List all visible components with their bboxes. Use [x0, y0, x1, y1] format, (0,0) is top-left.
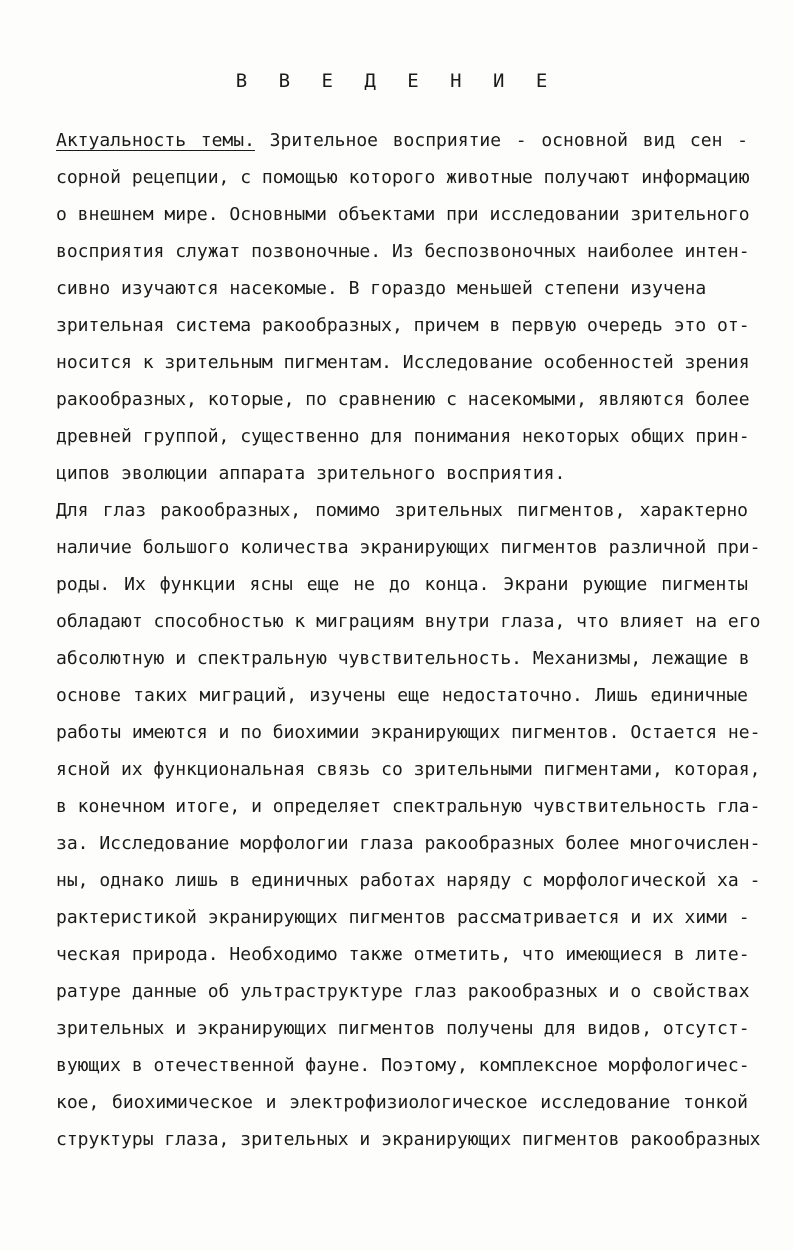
text-line: ципов эволюции аппарата зрительного восприятия.	[56, 463, 566, 484]
text-line: носится к зрительным пигментам. Исследование особенностей зрения	[56, 352, 750, 373]
text-line: основе таких миграций, изучены еще недостаточно. Лишь единичные	[56, 685, 748, 706]
text-line: вующих в отечественной фауне. Поэтому, комплексное морфологичес-	[56, 1055, 750, 1076]
text-line: о внешнем мире. Основными объектами при исследовании зрительного	[56, 204, 750, 225]
text-line: сорной рецепции, с помощью которого животные получают информацию	[56, 167, 750, 188]
text-line: абсолютную и спектральную чувствительность. Механизмы, лежащие в	[56, 648, 750, 669]
paragraph-1-line-1	[56, 126, 748, 156]
section-run-in-title: Актуальность темы.	[56, 130, 255, 151]
text-line: кое, биохимическое и электрофизиологическое исследование тонкой	[56, 1092, 748, 1113]
text-line: Зрительное восприятие - основной вид сен -	[269, 130, 748, 151]
text-line: восприятия служат позвоночные. Из беспозвоночных наиболее интен-	[56, 241, 750, 262]
text-line: рактеристикой экранирующих пигментов рассматривается и их хими -	[56, 907, 750, 928]
text-line: зрительная система ракообразных, причем в первую очередь это от-	[56, 315, 750, 336]
text-line: роды. Их функции ясны еще не до конца. Экрани рующие пигменты	[56, 574, 748, 595]
text-line: работы имеются и по биохимии экранирующих пигментов. Остается не-	[56, 722, 761, 743]
text-line: обладают способностью к миграциям внутри глаза, что влияет на его	[56, 611, 761, 632]
text-line: ны, однако лишь в единичных работах наряду с морфологической ха -	[56, 870, 761, 891]
page-title: В В Е Д Е Н И Е	[235, 70, 558, 92]
text-line: за. Исследование морфологии глаза ракообразных более многочислен-	[56, 833, 761, 854]
paragraph-2-line-1: Для глаз ракообразных, помимо зрительных пигментов, характерно	[56, 500, 748, 521]
text-line: наличие большого количества экранирующих пигментов различной при-	[56, 537, 761, 558]
text-line: ческая природа. Необходимо также отметить, что имеющиеся в лите-	[56, 944, 750, 965]
text-line: ракообразных, которые, по сравнению с насекомыми, являются более	[56, 389, 750, 410]
text-line: структуры глаза, зрительных и экранирующих пигментов ракообразных	[56, 1129, 761, 1150]
text-line: ясной их функциональная связь со зрительными пигментами, которая,	[56, 759, 761, 780]
text-line: древней группой, существенно для понимания некоторых общих прин-	[56, 426, 750, 447]
text-line: в конечном итоге, и определяет спектральную чувствительность гла-	[56, 796, 761, 817]
text-line: ратуре данные об ультраструктуре глаз ракообразных и о свойствах	[56, 981, 750, 1002]
text-line: сивно изучаются насекомые. В гораздо меньшей степени изучена	[56, 278, 707, 299]
text-line: зрительных и экранирующих пигментов получены для видов, отсутст-	[56, 1018, 750, 1039]
